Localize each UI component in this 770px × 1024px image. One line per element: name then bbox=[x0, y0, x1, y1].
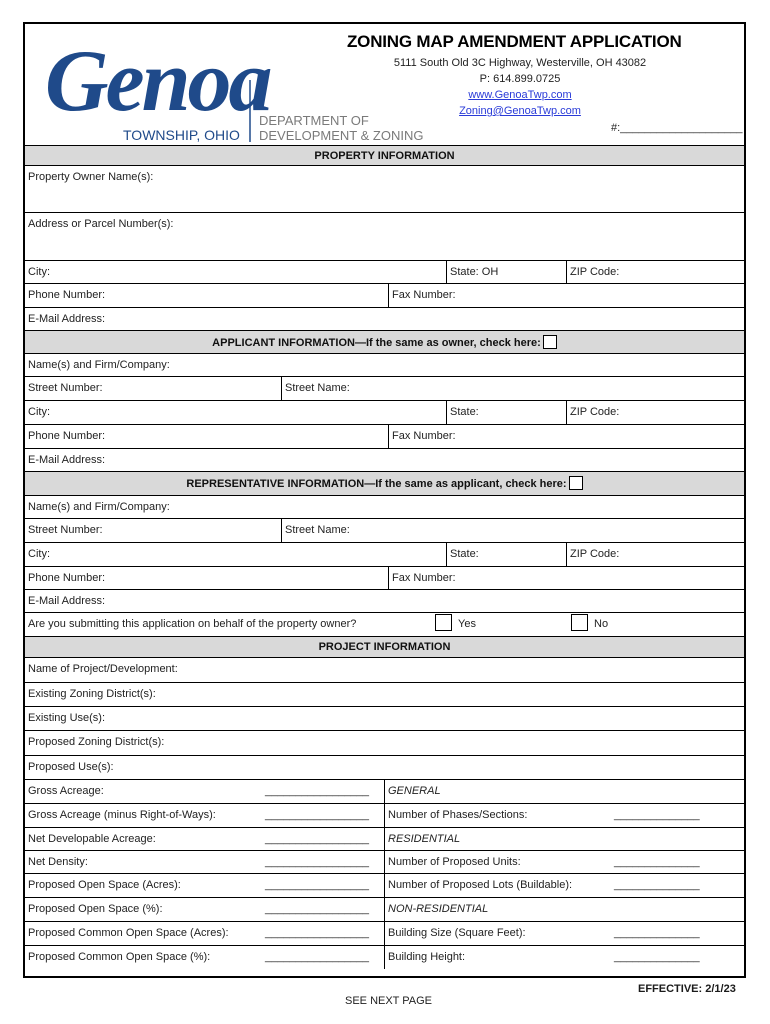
representative-section-heading bbox=[25, 471, 744, 495]
detail-right-blank[interactable]: ______________ bbox=[614, 927, 700, 939]
applicant-name-label: Name(s) and Firm/Company: bbox=[28, 359, 170, 371]
applicant-state-label: State: bbox=[450, 406, 479, 418]
detail-right-blank[interactable]: ______________ bbox=[614, 809, 700, 821]
existing-use-row[interactable] bbox=[25, 706, 744, 730]
detail-right-label: NON-RESIDENTIAL bbox=[388, 903, 489, 915]
detail-right-blank[interactable]: ______________ bbox=[614, 879, 700, 891]
representative-street-row[interactable] bbox=[25, 518, 744, 542]
applicant-name-row[interactable] bbox=[25, 353, 744, 376]
representative-email-row[interactable] bbox=[25, 589, 744, 612]
representative-street-number-label: Street Number: bbox=[28, 524, 103, 536]
behalf-question: Are you submitting this application on behalf of the property owner? bbox=[28, 618, 357, 630]
property-city-label: City: bbox=[28, 266, 50, 278]
applicant-street-row[interactable] bbox=[25, 376, 744, 400]
representative-heading-text: REPRESENTATIVE INFORMATION—If the same as applicant, check here: bbox=[186, 477, 567, 490]
property-owner-row[interactable] bbox=[25, 165, 744, 212]
detail-left-blank[interactable]: _________________ bbox=[265, 927, 370, 939]
detail-left-blank[interactable]: _________________ bbox=[265, 785, 370, 797]
project-detail-row bbox=[25, 803, 744, 827]
property-address-row[interactable] bbox=[25, 212, 744, 260]
representative-name-row[interactable] bbox=[25, 495, 744, 518]
same-as-applicant-checkbox[interactable] bbox=[569, 476, 583, 490]
existing-zoning-row[interactable] bbox=[25, 682, 744, 706]
detail-right-blank[interactable]: ______________ bbox=[614, 951, 700, 963]
logo-dept-line1: DEPARTMENT OF bbox=[259, 113, 369, 128]
representative-email-label: E-Mail Address: bbox=[28, 595, 106, 607]
same-as-owner-checkbox[interactable] bbox=[543, 335, 557, 349]
project-detail-row bbox=[25, 945, 744, 969]
applicant-phone-label: Phone Number: bbox=[28, 430, 106, 442]
detail-left-label: Gross Acreage (minus Right-of-Ways): bbox=[28, 809, 216, 821]
behalf-row bbox=[25, 612, 744, 636]
proposed-zoning-row[interactable] bbox=[25, 730, 744, 755]
office-phone: P: 614.899.0725 bbox=[479, 73, 561, 85]
detail-left-blank[interactable]: _________________ bbox=[265, 951, 370, 963]
applicant-email-label: E-Mail Address: bbox=[28, 454, 106, 466]
logo-word: Genoa bbox=[45, 33, 270, 130]
detail-left-label: Proposed Common Open Space (Acres): bbox=[28, 927, 229, 939]
proposed-use-label: Proposed Use(s): bbox=[28, 761, 114, 773]
representative-city-label: City: bbox=[28, 548, 50, 560]
logo-township: TOWNSHIP, OHIO bbox=[123, 127, 240, 143]
property-section-heading bbox=[25, 145, 744, 165]
project-detail-row bbox=[25, 779, 744, 803]
proposed-use-row[interactable] bbox=[25, 755, 744, 779]
property-email-row[interactable] bbox=[25, 307, 744, 330]
property-state-label: State: OH bbox=[450, 266, 499, 278]
property-owner-label: Property Owner Name(s): bbox=[28, 171, 154, 183]
detail-left-blank[interactable]: _________________ bbox=[265, 809, 370, 821]
property-phone-row[interactable] bbox=[25, 283, 744, 307]
detail-right-label: Building Size (Square Feet): bbox=[388, 927, 526, 939]
application-form bbox=[23, 22, 746, 978]
office-address: 5111 South Old 3C Highway, Westerville, OH 43082 bbox=[393, 57, 647, 69]
form-header bbox=[25, 24, 744, 145]
email-link[interactable]: Zoning@GenoaTwp.com bbox=[459, 105, 581, 117]
applicant-fax-label: Fax Number: bbox=[392, 430, 456, 442]
project-detail-row bbox=[25, 850, 744, 873]
representative-city-row[interactable] bbox=[25, 542, 744, 566]
property-city-row[interactable] bbox=[25, 260, 744, 283]
project-detail-row bbox=[25, 827, 744, 850]
applicant-city-row[interactable] bbox=[25, 400, 744, 424]
property-fax-label: Fax Number: bbox=[392, 289, 456, 301]
detail-left-blank[interactable]: _________________ bbox=[265, 856, 370, 868]
proposed-zoning-label: Proposed Zoning District(s): bbox=[28, 736, 165, 748]
applicant-email-row[interactable] bbox=[25, 448, 744, 471]
applicant-street-number-label: Street Number: bbox=[28, 382, 103, 394]
detail-left-blank[interactable]: _________________ bbox=[265, 833, 370, 845]
detail-left-blank[interactable]: _________________ bbox=[265, 903, 370, 915]
detail-right-label: Number of Phases/Sections: bbox=[388, 809, 528, 821]
property-heading-text: PROPERTY INFORMATION bbox=[314, 150, 455, 162]
detail-right-label: Number of Proposed Lots (Buildable): bbox=[388, 879, 573, 891]
representative-phone-row[interactable] bbox=[25, 566, 744, 589]
representative-name-label: Name(s) and Firm/Company: bbox=[28, 501, 170, 513]
representative-state-label: State: bbox=[450, 548, 479, 560]
applicant-phone-row[interactable] bbox=[25, 424, 744, 448]
project-name-label: Name of Project/Development: bbox=[28, 663, 178, 675]
detail-left-label: Proposed Open Space (Acres): bbox=[28, 879, 181, 891]
project-detail-row bbox=[25, 897, 744, 921]
project-detail-row bbox=[25, 921, 744, 945]
detail-right-label: RESIDENTIAL bbox=[388, 833, 461, 845]
property-email-label: E-Mail Address: bbox=[28, 313, 106, 325]
document-number: #:____________________ bbox=[611, 122, 743, 134]
detail-left-label: Net Density: bbox=[28, 856, 88, 868]
website-link[interactable]: www.GenoaTwp.com bbox=[468, 89, 572, 101]
representative-phone-label: Phone Number: bbox=[28, 572, 106, 584]
form-title: ZONING MAP AMENDMENT APPLICATION bbox=[347, 32, 682, 51]
detail-right-label: Number of Proposed Units: bbox=[388, 856, 521, 868]
representative-fax-label: Fax Number: bbox=[392, 572, 456, 584]
detail-right-label: GENERAL bbox=[388, 785, 441, 797]
representative-street-name-label: Street Name: bbox=[285, 524, 350, 536]
property-zip-label: ZIP Code: bbox=[570, 266, 620, 278]
existing-zoning-label: Existing Zoning District(s): bbox=[28, 688, 156, 700]
property-phone-label: Phone Number: bbox=[28, 289, 106, 301]
applicant-street-name-label: Street Name: bbox=[285, 382, 350, 394]
behalf-no-label: No bbox=[594, 618, 609, 630]
behalf-yes-checkbox[interactable] bbox=[435, 614, 452, 631]
behalf-yes-label: Yes bbox=[458, 618, 476, 630]
representative-zip-label: ZIP Code: bbox=[570, 548, 620, 560]
project-detail-row bbox=[25, 873, 744, 897]
project-heading-text: PROJECT INFORMATION bbox=[318, 641, 451, 653]
applicant-city-label: City: bbox=[28, 406, 50, 418]
effective-date: EFFECTIVE: 2/1/23 bbox=[638, 983, 736, 995]
detail-left-label: Gross Acreage: bbox=[28, 785, 104, 797]
see-next-page: SEE NEXT PAGE bbox=[345, 995, 433, 1007]
detail-right-label: Building Height: bbox=[388, 951, 466, 963]
applicant-zip-label: ZIP Code: bbox=[570, 406, 620, 418]
logo-dept-line2: DEVELOPMENT & ZONING bbox=[259, 128, 424, 143]
detail-left-label: Proposed Open Space (%): bbox=[28, 903, 163, 915]
applicant-heading-text: APPLICANT INFORMATION—If the same as owner, check here: bbox=[212, 336, 541, 349]
detail-left-label: Proposed Common Open Space (%): bbox=[28, 951, 211, 963]
behalf-no-checkbox[interactable] bbox=[571, 614, 588, 631]
project-section-heading bbox=[25, 636, 744, 657]
applicant-section-heading bbox=[25, 330, 744, 353]
existing-use-label: Existing Use(s): bbox=[28, 712, 106, 724]
detail-left-blank[interactable]: _________________ bbox=[265, 879, 370, 891]
property-address-label: Address or Parcel Number(s): bbox=[28, 218, 174, 230]
project-name-row[interactable] bbox=[25, 657, 744, 682]
detail-right-blank[interactable]: ______________ bbox=[614, 856, 700, 868]
detail-left-label: Net Developable Acreage: bbox=[28, 833, 156, 845]
